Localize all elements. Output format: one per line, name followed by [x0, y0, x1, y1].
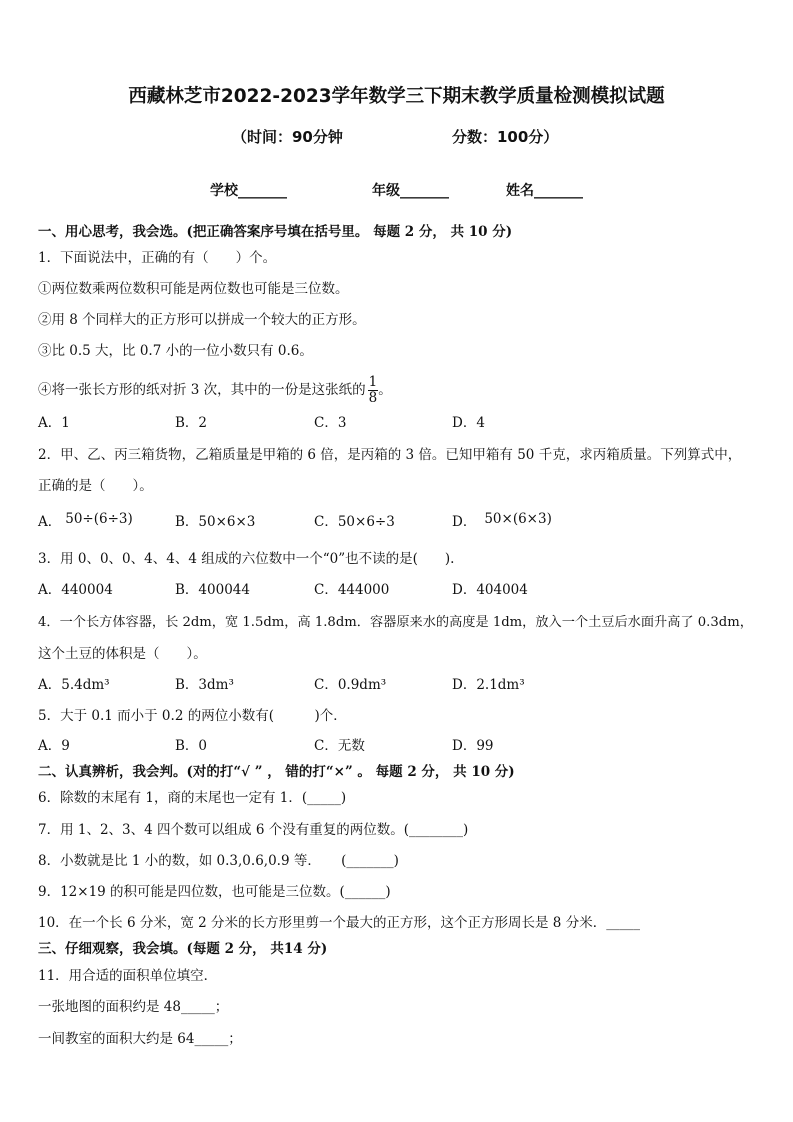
name-field: 姓名_______	[506, 183, 583, 199]
q5-option-b: B．0	[175, 738, 208, 754]
q6: 6．除数的末尾有 1，商的末尾也一定有 1．(_____)	[38, 790, 347, 806]
q2-option-a	[38, 513, 133, 531]
q5-option-d: D．99	[452, 738, 494, 754]
fraction-one-eighth	[368, 375, 379, 406]
q3-option-d: D．404004	[452, 582, 528, 598]
q1-stem: 1．下面说法中，正确的有（ ）个。	[38, 250, 277, 266]
q3-stem: 3．用 0、0、0、4、4、4 组成的六位数中一个“0”也不读的是( ).	[38, 551, 455, 567]
exam-score: 分数：100分）	[452, 128, 559, 146]
section3-heading: 三、仔细观察，我会填。(每题 2 分， 共14 分)	[38, 941, 328, 957]
q1-option-c: C．3	[314, 415, 347, 431]
q11-line-b: 一间教室的面积大约是 64_____；	[38, 1031, 242, 1047]
q2-option-c: C．50×6÷3	[314, 514, 395, 530]
q1-option-a: A．1	[38, 415, 70, 431]
q2-option-a-expr: 50÷(6÷3)	[65, 511, 133, 527]
q3-option-a: A．440004	[38, 582, 113, 598]
q1-statement-2: ②用 8 个同样大的正方形可以拼成一个较大的正方形。	[38, 312, 366, 328]
q4-option-a: A．5.4dm³	[38, 677, 110, 693]
q3-option-c: C．444000	[314, 582, 390, 598]
q4-stem-line2: 这个土豆的体积是（ ）。	[38, 646, 207, 662]
q1-statement-1: ①两位数乘两位数积可能是两位数也可能是三位数。	[38, 281, 349, 297]
q1-statement-4-end: 。	[378, 382, 392, 398]
q2-option-b: B．50×6×3	[175, 514, 256, 530]
q4-option-d: D．2.1dm³	[452, 677, 525, 693]
fraction-denominator: 8	[368, 390, 378, 406]
q4-option-c: C．0.9dm³	[314, 677, 387, 693]
q1-statement-4-text: ④将一张长方形的纸对折 3 次，其中的一份是这张纸的	[38, 382, 366, 398]
section2-heading: 二、认真辨析，我会判。(对的打“√ ” ， 错的打“×” 。 每题 2 分， 共 10 分)	[38, 764, 515, 780]
exam-time: （时间：90分钟	[232, 128, 343, 146]
section1-heading: 一、用心思考，我会选。(把正确答案序号填在括号里。 每题 2 分， 共 10 分)	[38, 224, 513, 240]
q5-stem: 5．大于 0.1 而小于 0.2 的两位小数有( )个．	[38, 708, 347, 724]
grade-field: 年级_______	[372, 183, 449, 199]
q4-stem-line1: 4．一个长方体容器，长 2dm，宽 1.5dm，高 1.8dm．容器原来水的高度是 1dm，放入一个土豆后水面升高了 0.3dm，	[38, 615, 753, 630]
q5-option-a: A．9	[38, 738, 70, 754]
q1-option-d: D．4	[452, 415, 485, 431]
q5-option-c: C．无数	[314, 738, 365, 754]
q2-stem-line1: 2．甲、乙、丙三箱货物，乙箱质量是甲箱的 6 倍，是丙箱的 3 倍。已知甲箱有 50 千克，求丙箱质量。下列算式中，	[38, 447, 742, 463]
school-field: 学校_______	[210, 183, 287, 199]
q1-option-b: B．2	[175, 415, 208, 431]
fraction-numerator: 1	[368, 374, 378, 390]
q1-statement-4	[38, 375, 392, 406]
q4-option-b: B．3dm³	[175, 677, 234, 693]
q10: 10．在一个长 6 分米，宽 2 分米的长方形里剪一个最大的正方形，这个正方形周长是 8 分米．_____	[38, 915, 640, 931]
q2-option-a-label: A．	[38, 514, 62, 530]
q11-stem: 11．用合适的面积单位填空．	[38, 968, 218, 984]
page-title: 西藏林芝市2022-2023学年数学三下期末教学质量检测模拟试题	[128, 86, 665, 107]
q2-option-d-label: D．	[452, 514, 477, 530]
q1-statement-3: ③比 0.5 大，比 0.7 小的一位小数只有 0.6。	[38, 343, 313, 359]
q7: 7．用 1、2、3、4 四个数可以组成 6 个没有重复的两位数。(________)	[38, 822, 469, 838]
q11-line-a: 一张地图的面积约是 48_____；	[38, 999, 229, 1015]
q8: 8．小数就是比 1 小的数，如 0.3,0.6,0.9 等． (_______)	[38, 853, 399, 869]
q2-option-d	[452, 513, 552, 531]
q3-option-b: B．400044	[175, 582, 250, 598]
q2-stem-line2: 正确的是（ ）。	[38, 478, 153, 494]
q9: 9．12×19 的积可能是四位数，也可能是三位数。(______)	[38, 884, 391, 900]
q2-option-d-expr: 50×(6×3)	[484, 511, 552, 527]
